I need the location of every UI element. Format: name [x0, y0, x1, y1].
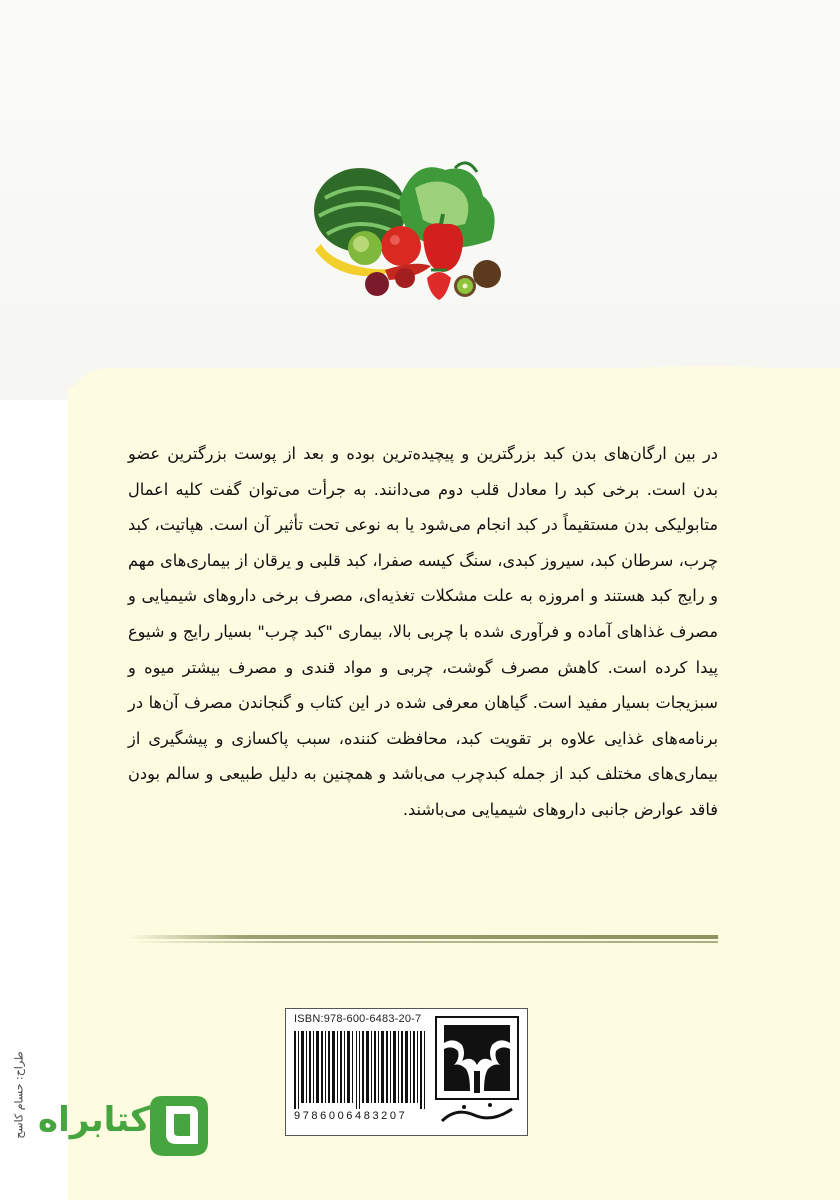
isbn-barcode-box: [285, 1008, 528, 1136]
barcode-icon: [294, 1031, 428, 1109]
back-cover-description: در بین ارگان‌های بدن کبد بزرگترین و پیچیده‌ترین بوده و بعد از پوست بزرگترین عضو بدن است. برخی کبد را معادل قلب دوم می‌دانند. به جرأت می‌توان گفت کلیه اعمال متابولیکی بدن مستقیماً در کبد انجام می‌شود یا به نوعی تحت تأثیر آن است. هپاتیت، کبد چرب، سرطان کبد، سیروز کبدی، سنگ کیسه صفرا، کبد قلبی و یرقان از بیماری‌های مهم و رایج کبد هستند و امروزه به علت مشکلات تغذیه‌ای، مصرف برخی داروهای شیمیایی و مصرف غذاهای آماده و فرآوری شده با چربی بالا، بیماری "کبد چرب" بسیار رایج و شیوع پیدا کرده است. کاهش مصرف گوشت، چربی و مواد قندی و مصرف بیشتر میوه و سبزیجات بسیار مفید است. گیاهان معرفی شده در این کتاب و گنجاندن مصرف آن‌ها در برنامه‌های غذایی علاوه بر تقویت کبد، محافظت کننده، سبب پاکسازی و پیشگیری از بیماری‌های مختلف کبد از جمله کبدچرب می‌باشد و همچنین به دلیل طبیعی و سالم بودن فاقد عوارض جانبی داروهای شیمیایی می‌باشند.: [128, 444, 718, 819]
ketabrah-brand[interactable]: [34, 1092, 214, 1164]
ketabrah-logo-icon: [146, 1092, 212, 1160]
designer-credit: طراح: حسام کاسح: [12, 1051, 26, 1139]
isbn-label: ISBN:978-600-6483-20-7: [294, 1013, 422, 1025]
publisher-logo: [434, 1015, 520, 1129]
decorative-divider: [128, 935, 718, 944]
fruit-vegetable-illustration: [305, 158, 505, 303]
ketabrah-wordmark: کتابراه: [38, 1100, 151, 1140]
barcode-number: 9786006483207: [294, 1110, 408, 1122]
